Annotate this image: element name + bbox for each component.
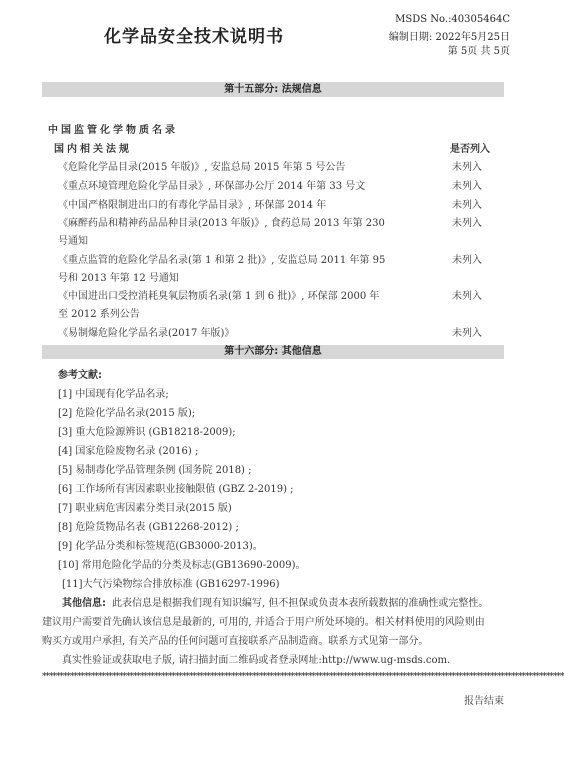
- other-info-line: 购买方或用户承担, 有关产品的任何问题可直接联系产品制造商。联系方式见第一部分。: [42, 636, 429, 647]
- reference-item: [2] 危险化学品名录(2015 版);: [58, 408, 196, 419]
- section-16-heading: 第十六部分: 其他信息: [42, 345, 504, 359]
- law-row-text: 《重点监管的危险化学品名录(第 1 和第 2 批)》, 安监总局 2011 年第 95: [58, 255, 386, 266]
- footer-divider: *****************************************************************************************************************************************************: [42, 672, 564, 682]
- law-row-status: 未列入: [452, 218, 482, 229]
- law-row-text: 《危险化学品目录(2015 年版)》, 安监总局 2015 年第 5 号公告: [58, 162, 346, 173]
- compile-date: 编制日期: 2022年5月25日: [388, 32, 510, 43]
- msds-number: MSDS No.:40305464C: [395, 14, 510, 25]
- reference-item: [8] 危险货物品名表 (GB12268-2012) ;: [58, 522, 239, 533]
- other-info-line: 建议用户需要首先确认该信息是最新的, 可用的, 并适合于用户所处环境的。相关材料使用的风险则由: [42, 617, 485, 628]
- law-row-status: 未列入: [452, 162, 482, 173]
- references-label: 参考文献:: [58, 370, 102, 381]
- reference-item: [9] 化学品分类和标签规范(GB3000-2013)。: [58, 541, 263, 552]
- law-row-text: 《易制爆危险化学品名录(2017 年版)》: [58, 328, 235, 339]
- law-row-text: 《麻醉药品和精神药品品种目录(2013 年版)》, 食药总局 2013 年第 230: [58, 218, 385, 229]
- law-row-text-cont: 号和 2013 年第 12 号通知: [58, 273, 179, 284]
- other-info-line: 此表信息是根据我们现有知识编写, 但不担保或负责本表所载数据的准确性或完整性。: [112, 598, 489, 609]
- section-15-subheading: 中国监管化学物质名录: [48, 125, 178, 136]
- reference-item: [5] 易制毒化学品管理条例 (国务院 2018) ;: [58, 465, 252, 476]
- law-row-status: 未列入: [452, 328, 482, 339]
- law-row-text-cont: 号通知: [58, 236, 88, 247]
- reference-item: [10] 常用危险化学品的分类及标志(GB13690-2009)。: [58, 560, 306, 571]
- page-number: 第 5页 共 5页: [447, 46, 510, 57]
- law-column-header: 国内相关法规: [54, 144, 132, 155]
- section-15-heading: 第十五部分: 法规信息: [42, 82, 504, 97]
- reference-item: [6] 工作场所有害因素职业接触限值 (GBZ 2-2019) ;: [58, 484, 294, 495]
- document-title: 化学品安全技术说明书: [104, 27, 284, 47]
- law-row-status: 未列入: [452, 255, 482, 266]
- law-row-text: 《重点环境管理危险化学品目录》, 环保部办公厅 2014 年第 33 号文: [58, 181, 366, 192]
- other-info-label: 其他信息:: [62, 598, 106, 609]
- law-row-text: 《中国进出口受控消耗臭氧层物质名录(第 1 到 6 批)》, 环保部 2000 年: [58, 291, 380, 302]
- reference-item: [1] 中国现有化学品名录;: [58, 389, 169, 400]
- law-row-text-cont: 至 2012 系列公告: [58, 309, 140, 320]
- law-row-status: 未列入: [452, 181, 482, 192]
- law-row-status: 未列入: [452, 291, 482, 302]
- law-row-status: 未列入: [452, 200, 482, 211]
- verification-line: 真实性验证或获取电子版, 请扫描封面二维码或者登录网址:http://www.ug-msds.com.: [62, 655, 451, 666]
- reference-item: [3] 重大危险源辨识 (GB18218-2009);: [58, 427, 236, 438]
- reference-item: [11]大气污染物综合排放标准 (GB16297-1996): [62, 579, 280, 590]
- status-column-header: 是否列入: [450, 144, 490, 155]
- reference-item: [7] 职业病危害因素分类目录(2015 版): [58, 503, 232, 514]
- reference-item: [4] 国家危险废物名录 (2016) ;: [58, 446, 199, 457]
- law-row-text: 《中国严格限制进出口的有毒化学品目录》, 环保部 2014 年: [58, 200, 327, 211]
- report-end: 报告结束: [464, 696, 504, 707]
